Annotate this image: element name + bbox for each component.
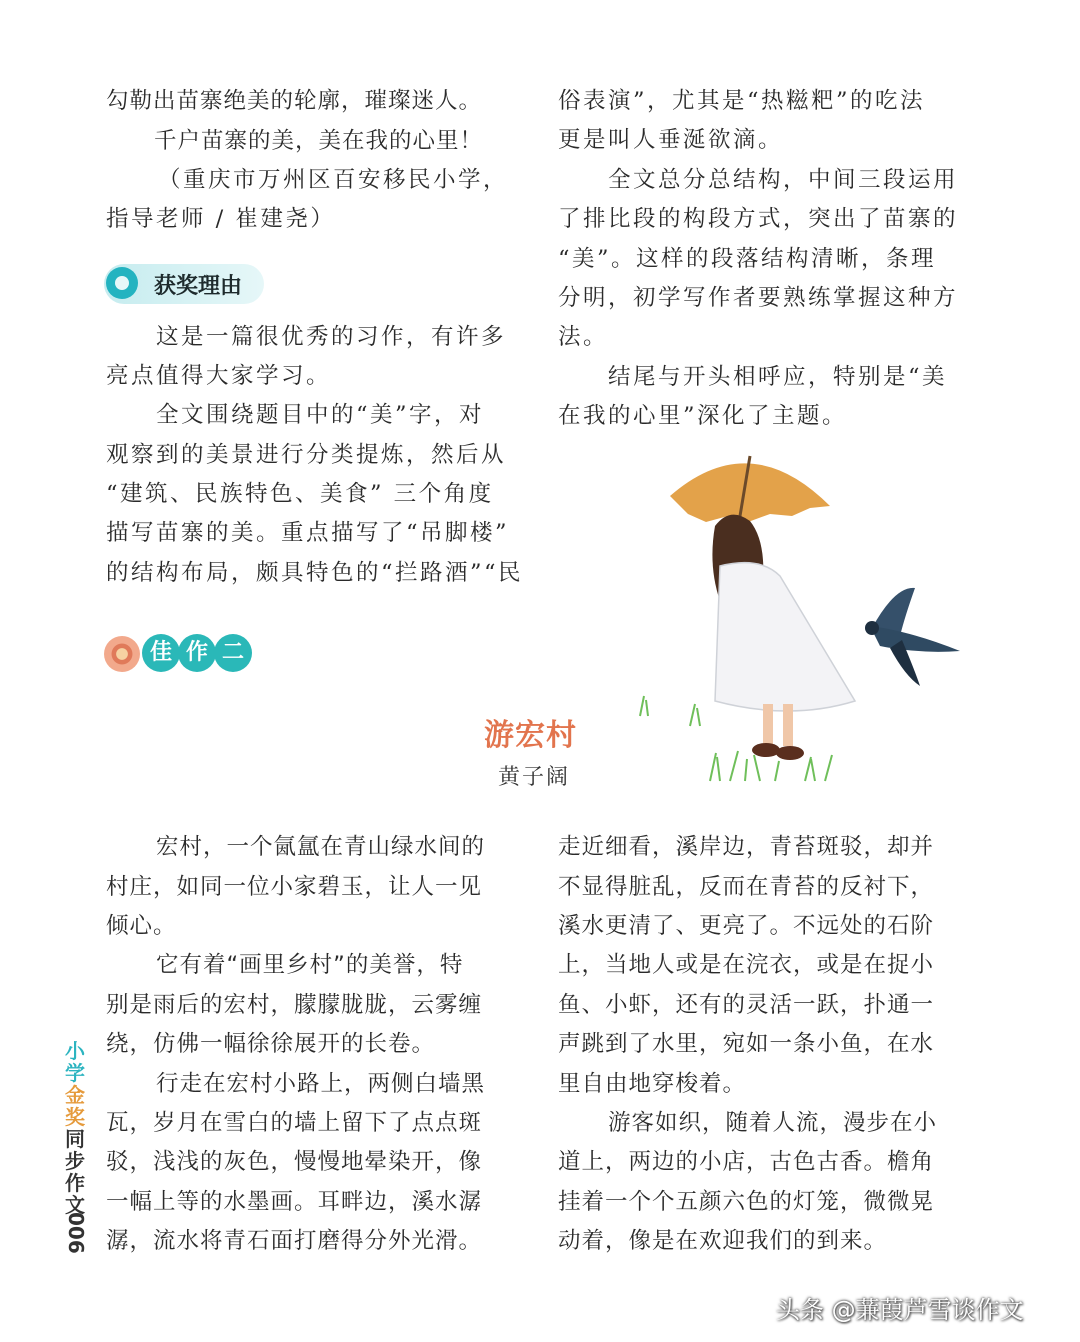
text-line: 倾心。: [106, 913, 177, 939]
text-line: 指导老师 / 崔建尧）: [106, 206, 336, 232]
sidebar-char: 小: [65, 1039, 85, 1063]
text-line: 的结构布局，颇具特色的“拦路酒”“民: [106, 560, 524, 586]
sidebar-char: 金: [65, 1083, 85, 1107]
award-reason-label: 获奖理由: [154, 274, 243, 299]
text-line: 描写苗寨的美。重点描写了“吊脚楼”: [106, 520, 510, 546]
badge-char: 作: [178, 634, 216, 672]
text-line: 法。: [558, 324, 609, 350]
text-line: 全文围绕题目中的“美”字，对: [156, 402, 485, 428]
bird-icon: [865, 588, 960, 686]
text-line: 这是一篇很优秀的习作，有许多: [156, 324, 507, 350]
text-line: 一幅上等的水墨画。耳畔边，溪水潺: [106, 1189, 483, 1215]
text-line: 绕，仿佛一幅徐徐展开的长卷。: [106, 1031, 436, 1057]
text-line: 宏村，一个氤氲在青山绿水间的: [156, 834, 486, 860]
text-line: 道上，两边的小店，古色古香。檐角: [558, 1149, 935, 1175]
best-work-two-badge: [104, 632, 254, 674]
text-line: 鱼、小虾，还有的灵活一跃，扑通一: [558, 992, 935, 1018]
sidebar-char: 作: [65, 1171, 85, 1195]
text-line: 潺，流水将青石面打磨得分外光滑。: [106, 1228, 483, 1254]
text-line: 全文总分总结构，中间三段运用: [608, 167, 959, 193]
text-line: 驳，浅浅的灰色，慢慢地晕染开，像: [106, 1149, 483, 1175]
text-line: 分明，初学写作者要熟练掌握这种方: [558, 285, 959, 311]
text-line: 上，当地人或是在浣衣，或是在捉小: [558, 952, 935, 978]
text-line: （重庆市万州区百安移民小学，: [158, 167, 509, 193]
text-line: 走近细看，溪岸边，青苔斑驳，却并: [558, 834, 935, 860]
article-title: 游宏村: [484, 718, 577, 753]
text-line: 游客如织，随着人流，漫步在小: [608, 1110, 938, 1136]
badge-char: 二: [214, 634, 252, 672]
text-line: 勾勒出苗寨绝美的轮廓，璀璨迷人。: [106, 88, 483, 114]
watermark: 头条 @蒹葭芦雪谈作文: [776, 1296, 1024, 1324]
text-line: 了排比段的构段方式，突出了苗寨的: [558, 206, 959, 232]
text-line: 更是叫人垂涎欲滴。: [558, 127, 784, 153]
text-line: “美”。这样的段落结构清晰，条理: [558, 246, 937, 272]
text-line: 别是雨后的宏村，朦朦胧胧，云雾缠: [106, 992, 483, 1018]
article-author: 黄子阔: [498, 765, 571, 790]
sidebar-char: 同: [65, 1127, 85, 1151]
sidebar-char: 文: [65, 1193, 85, 1217]
text-line: 俗表演”，尤其是“热糍粑”的吃法: [558, 88, 926, 114]
sidebar-char: 步: [65, 1149, 85, 1173]
umbrella-icon: [670, 463, 830, 522]
text-line: 挂着一个个五颜六色的灯笼，微微晃: [558, 1189, 935, 1215]
text-line: “建筑、民族特色、美食” 三个角度: [106, 481, 494, 507]
text-line: 村庄，如同一位小家碧玉，让人一见: [106, 874, 483, 900]
text-line: 观察到的美景进行分类提炼，然后从: [106, 442, 507, 468]
text-line: 结尾与开头相呼应，特别是“美: [608, 364, 948, 390]
text-line: 里自由地穿梭着。: [558, 1071, 747, 1097]
text-line: 行走在宏村小路上，两侧白墙黑: [156, 1071, 486, 1097]
sidebar-char: 奖: [65, 1105, 85, 1129]
text-line: 声跳到了水里，宛如一条小鱼，在水: [558, 1031, 935, 1057]
text-line: 动着，像是在欢迎我们的到来。: [558, 1228, 888, 1254]
award-reason-badge: [104, 264, 264, 304]
flower-icon: [104, 636, 140, 672]
text-line: 亮点值得大家学习。: [106, 363, 332, 389]
badge-char: 佳: [142, 634, 180, 672]
text-line: 不显得脏乱，反而在青苔的反衬下，: [558, 874, 935, 900]
text-line: 千户苗寨的美，美在我的心里！: [154, 128, 484, 154]
text-line: 溪水更清了、更亮了。不远处的石阶: [558, 913, 935, 939]
sidebar-char: 学: [65, 1061, 85, 1085]
text-line: 它有着“画里乡村”的美誉，特: [156, 952, 464, 978]
girl-with-umbrella-illustration: [620, 436, 970, 796]
text-line: 在我的心里”深化了主题。: [558, 403, 848, 429]
magnifier-icon: [106, 267, 138, 299]
page-number: 006: [64, 1212, 88, 1254]
text-line: 瓦，岁月在雪白的墙上留下了点点斑: [106, 1110, 483, 1136]
magazine-name-vertical: [62, 1040, 88, 1216]
